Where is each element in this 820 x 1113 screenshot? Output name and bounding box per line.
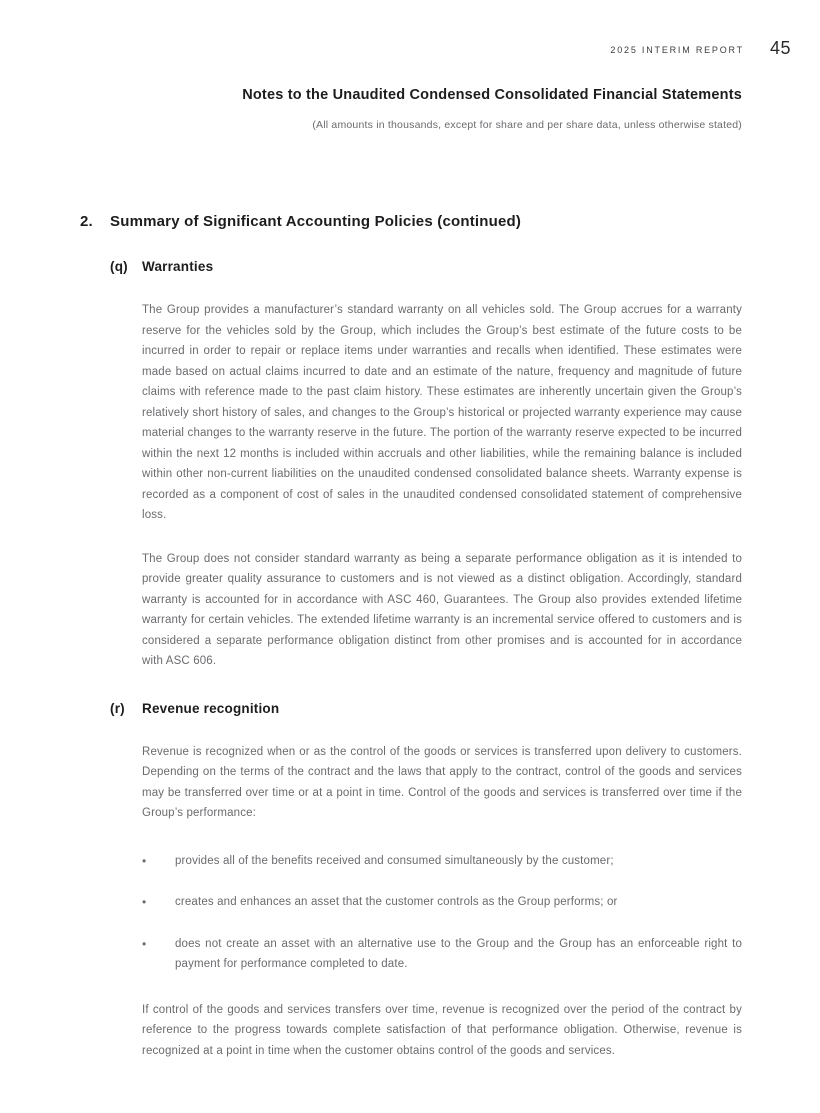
subsection-title: Warranties <box>142 259 214 274</box>
subsection-heading <box>110 701 742 716</box>
bullet-text: provides all of the benefits received and consumed simultaneously by the customer; <box>175 854 614 867</box>
subsection-body <box>142 742 742 1062</box>
page-number: 45 <box>769 38 791 58</box>
bullet-item <box>142 934 742 975</box>
subsection-title: Revenue recognition <box>142 700 280 716</box>
bullet-icon: • <box>142 895 147 909</box>
section-number: 2. <box>80 213 93 230</box>
page-header <box>610 38 791 59</box>
bullet-icon: • <box>142 936 147 951</box>
main-content <box>80 213 742 1061</box>
subsection-body <box>142 300 742 672</box>
subsection-label: (r) <box>110 700 125 716</box>
bullet-item <box>142 851 742 872</box>
paragraph: If control of the goods and services transfers over time, revenue is recognized over the period of the contract by reference to the progress towards complete satisfaction of that performance obligation. Otherwise, revenue is recognized at a point in time when the customer obtains control of the goods and services. <box>142 1003 742 1057</box>
subsection-label: (q) <box>110 259 128 274</box>
bullet-list <box>142 851 742 975</box>
bullet-item <box>142 892 742 913</box>
bullet-icon: • <box>142 853 147 868</box>
document-title: Notes to the Unaudited Condensed Consolidated Financial Statements <box>242 87 742 103</box>
section-title: Summary of Significant Accounting Policies (continued) <box>110 213 522 230</box>
subsection-revenue-recognition <box>80 701 742 1062</box>
section-heading <box>80 213 742 230</box>
document-subtitle: (All amounts in thousands, except for share and per share data, unless otherwise stated) <box>312 119 742 131</box>
title-block <box>242 87 742 131</box>
paragraph: The Group provides a manufacturer’s standard warranty on all vehicles sold. The Group accrues for a warranty reserve for the vehicles sold by the Group, which includes the Group’s best estimate of the future costs to be incurred in order to repair or replace items under warranties and recalls when identified. These estimates were made based on actual claims incurred to date and an estimate of the nature, frequency and magnitude of future claims with reference made to the past claim history. These estimates are inherently uncertain given the Group’s relatively short history of sales, and changes to the Group’s historical or projected warranty experience may cause material changes to the warranty reserve in the future. The portion of the warranty reserve expected to be incurred within the next 12 months is included within accruals and other liabilities, while the remaining balance is included within other non-current liabilities on the unaudited condensed consolidated balance sheets. Warranty expense is recorded as a component of cost of sales in the unaudited condensed consolidated statement of comprehensive loss. <box>142 304 742 521</box>
bullet-text: does not create an asset with an alternative use to the Group and the Group has an enforceable right to payment for performance completed to date. <box>175 937 742 970</box>
paragraph: The Group does not consider standard warranty as being a separate performance obligation as it is intended to provide greater quality assurance to customers and is not viewed as a distinct obligation. Accordingly, standard warranty is accounted for in accordance with ASC 460, Guarantees. The Group also provides extended lifetime warranty for certain vehicles. The extended lifetime warranty is an incremental service offered to customers and is considered a separate performance obligation distinct from other promises and is accounted for in accordance with ASC 606. <box>142 552 742 667</box>
subsection-heading <box>110 259 742 274</box>
report-title-label: 2025 INTERIM REPORT <box>610 45 744 55</box>
bullet-text: creates and enhances an asset that the customer controls as the Group performs; or <box>175 896 618 908</box>
paragraph: Revenue is recognized when or as the control of the goods or services is transferred upon delivery to customers. Depending on the terms of the contract and the laws that apply to the contract, control of the goods and services may be transferred over time or at a point in time. Control of the goods and services is transferred over time if the Group’s performance: <box>142 745 742 819</box>
subsection-warranties <box>80 259 742 672</box>
